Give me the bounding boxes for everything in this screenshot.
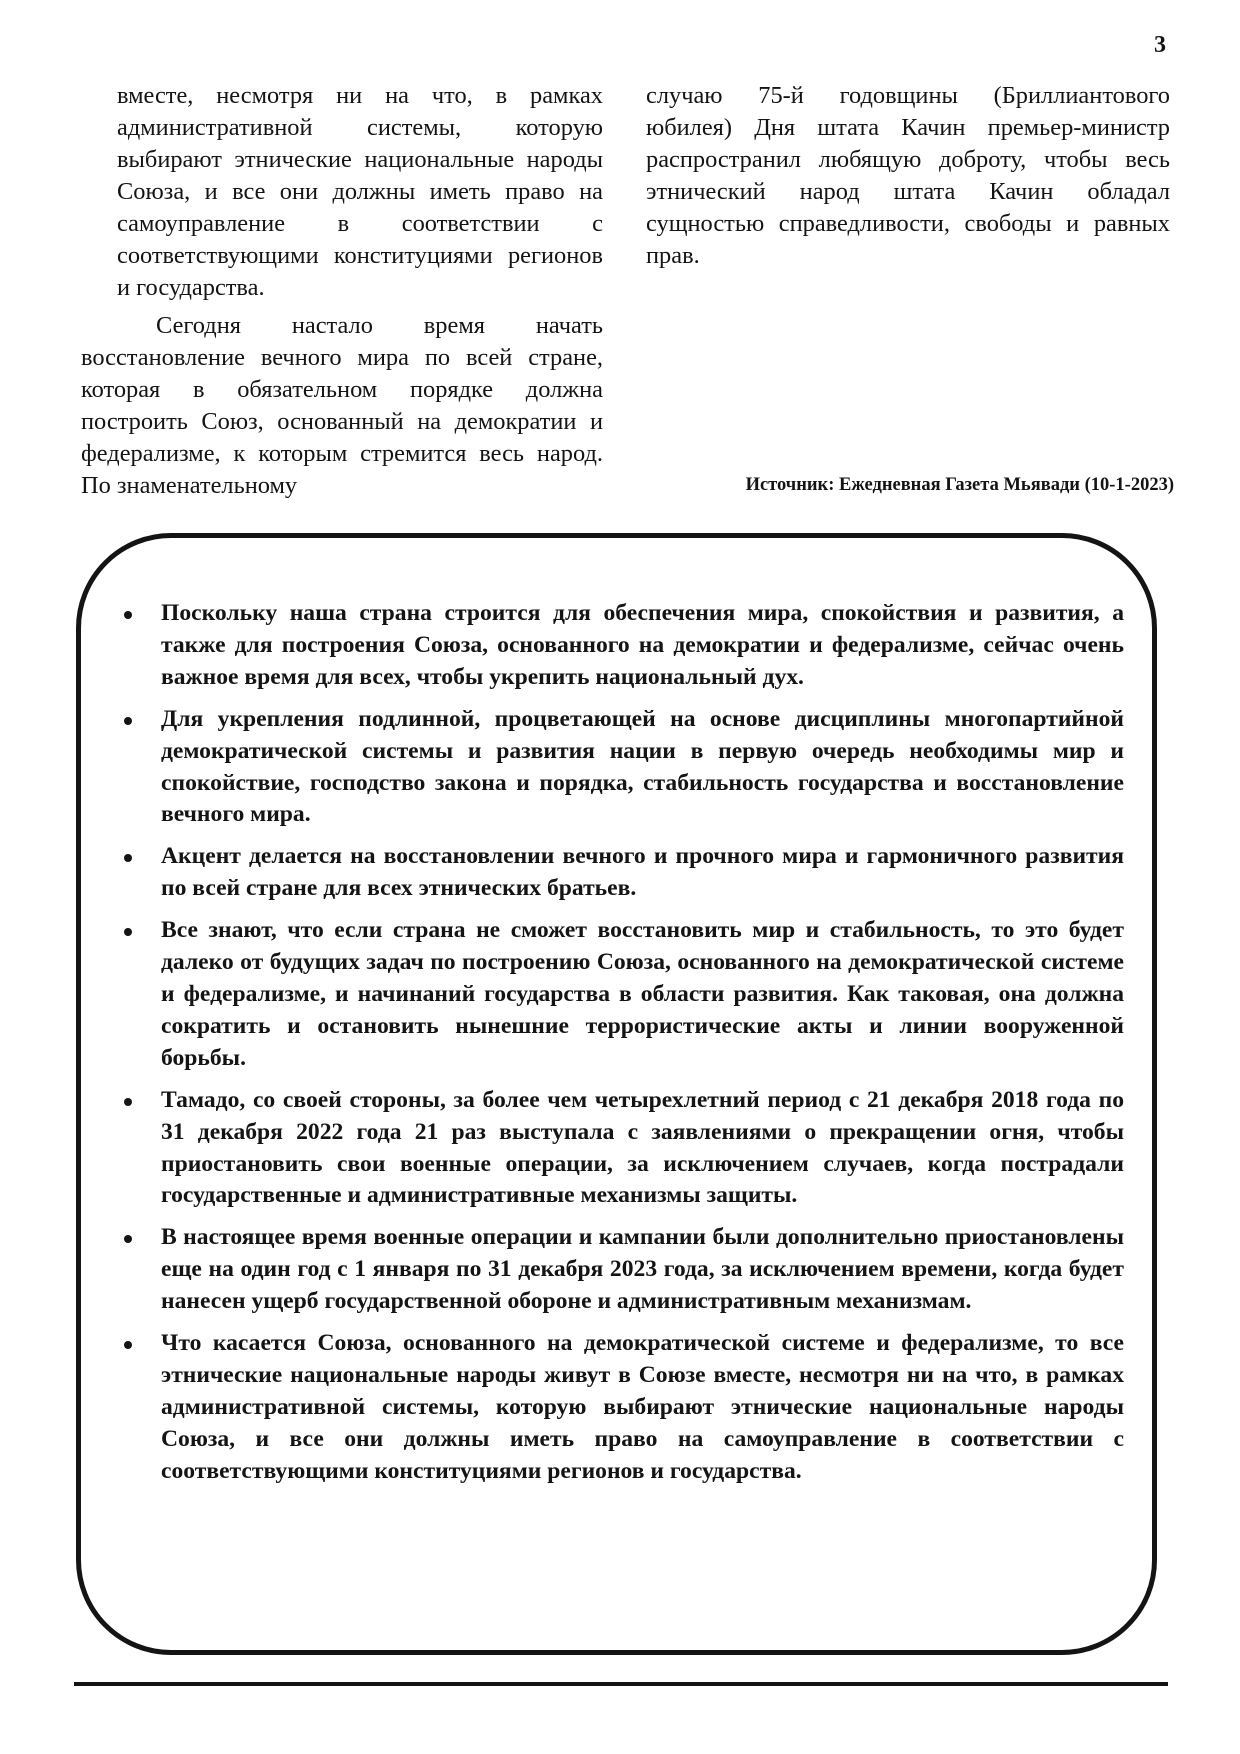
left-paragraph-1: вместе, несмотря ни на что, в рамках административной системы, которую выбирают этнические национальные народы Союза, и все они должны иметь право на самоуправление в соответствии с соответствующими конституциями регионов и государства. — [117, 82, 603, 301]
footer-divider — [74, 1682, 1168, 1686]
bullet-icon — [124, 1098, 132, 1106]
list-item-text: Что касается Союза, основанного на демократической системе и федерализме, то все этнические национальные народы живут в Союзе вместе, несмотря ни на что, в рамках административной системы, которую выбирают этнические национальные народы Союза, и все они должны иметь право на самоуправление в соответствии с соответствующими конституциями регионов и государства. — [161, 1330, 1124, 1484]
left-text-column — [81, 80, 603, 502]
list-item-text: Все знают, что если страна не сможет восстановить мир и стабильность, то это будет далеко от будущих задач по построению Союза, основанного на демократической системе и федерализме, и начинаний государства в области развития. Как таковая, она должна сократить и остановить нынешние террористические акты и линии вооруженной борьбы. — [161, 917, 1124, 1071]
source-citation: Источник: Ежедневная Газета Мьявади (10-1-2023) — [745, 475, 1174, 495]
list-item-text: Для укрепления подлинной, процветающей на основе дисциплины многопартийной демократической системы и развития нации в первую очередь необходимы мир и спокойствие, господство закона и порядка, стабильность государства и восстановление вечного мира. — [161, 705, 1124, 828]
list-item-text: Поскольку наша страна строится для обеспечения мира, спокойствия и развития, а также для построения Союза, основанного на демократии и федерализме, сейчас очень важное время для всех, чтобы укрепить национальный дух. — [161, 600, 1124, 690]
list-item — [116, 598, 1124, 694]
list-item-text: Акцент делается на восстановлении вечного и прочного мира и гармоничного развития по всей стране для всех этнических братьев. — [161, 843, 1124, 902]
list-item-text: В настоящее время военные операции и кампании были дополнительно приостановлены еще на один год с 1 января по 31 декабря 2023 года, за исключением времени, когда будет нанесен ущерб государственной обороне и административным механизмам. — [161, 1224, 1124, 1315]
page-number: 3 — [1154, 32, 1166, 58]
bullet-icon — [124, 611, 132, 619]
list-item — [116, 915, 1124, 1075]
list-item-text: Тамадо, со своей стороны, за более чем четырехлетний период с 21 декабря 2018 года по 31 декабря 2022 года 21 раз выступала с заявлениями о прекращении огня, чтобы приостановить свои военные операции, за исключением случаев, когда пострадали государственные и административные механизмы защиты. — [161, 1086, 1124, 1209]
left-paragraph-2: Сегодня настало время начать восстановление вечного мира по всей стране, которая в обязательном порядке должна построить Союз, основанный на демократии и федерализме, к которым стремится весь народ. По знаменательному — [81, 312, 603, 499]
right-paragraph-1: случаю 75-й годовщины (Бриллиантового юбилея) Дня штата Качин премьер-министр распространил любящую доброту, чтобы весь этнический народ штата Качин обладал сущностью справедливости, свободы и равных прав. — [646, 82, 1170, 269]
bullet-icon — [124, 1235, 132, 1243]
key-points-list — [116, 598, 1124, 1498]
list-item — [116, 1222, 1124, 1318]
list-item — [116, 1085, 1124, 1213]
list-item — [116, 704, 1124, 832]
right-text-column — [646, 80, 1170, 272]
bullet-icon — [124, 1341, 132, 1349]
bullet-icon — [124, 717, 132, 725]
bullet-icon — [124, 928, 132, 936]
list-item — [116, 841, 1124, 905]
bullet-icon — [124, 854, 132, 862]
list-item — [116, 1328, 1124, 1488]
